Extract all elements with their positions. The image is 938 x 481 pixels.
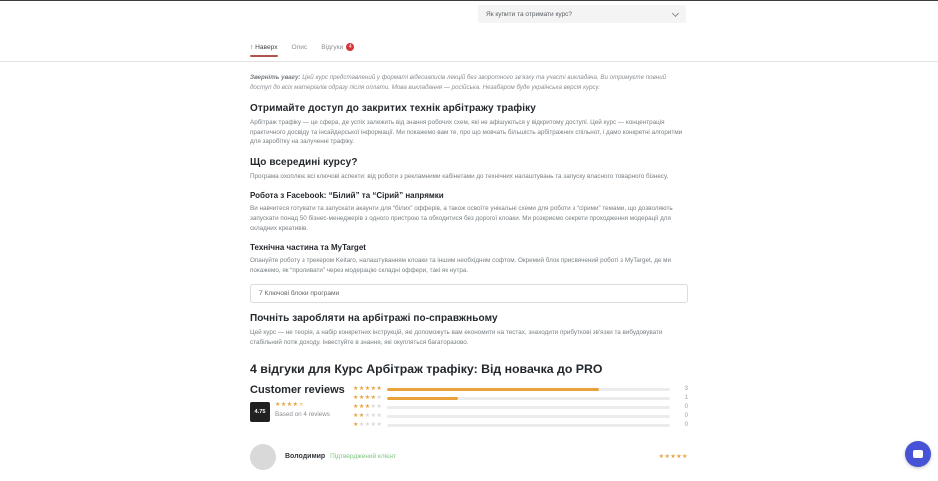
- rating-bar: [387, 415, 670, 418]
- average-rating-value: 4.75: [250, 402, 270, 422]
- tab-label: ↑ Наверх: [250, 43, 278, 51]
- notice-label: Зверніть увагу:: [250, 74, 301, 81]
- tab-bar: [250, 43, 354, 57]
- rating-row-3-star: [353, 403, 688, 412]
- reviews-summary: [250, 384, 688, 430]
- rating-bar-fill: [387, 388, 599, 391]
- section-body-mytarget: Опануйте роботу з трекером Keitaro, налаштуванням клоаки та іншим необхідним софтом. Окремий блок присвячений роботі з MyTarget, де ми покажемо, як “проливати” через модерацію складні оффери, такі як нутра.: [250, 257, 671, 275]
- section-body-facebook: Ви навчитеся готувати та запускати акаунти для “білих” офферів, а також освоїте унікальні схеми для роботи з “сірими” темами, що дозволяють запускати понад 50 бізнес-менеджерів з одного пристрою та обходитися без дорогої клоаки. Ми розкриємо секрети проходження модерації для складних креативів.: [250, 205, 673, 233]
- rating-count: 0: [684, 404, 688, 411]
- rating-bar-fill: [387, 397, 458, 400]
- rating-row-2-star: [353, 412, 688, 421]
- rating-count: 0: [684, 413, 688, 420]
- rating-bar: [387, 406, 670, 409]
- tab-label: Опис: [291, 43, 308, 51]
- three-star-icons: ★★★★★: [353, 403, 383, 410]
- rating-row-4-star: [353, 394, 688, 403]
- rating-row-1-star: [353, 421, 688, 430]
- course-notice: [250, 73, 688, 93]
- chat-widget-button[interactable]: [905, 441, 931, 467]
- program-blocks-label: 7 Ключові блоки програми: [259, 290, 340, 298]
- reviews-heading: 4 відгуки для Курс Арбітраж трафіку: Від новачка до PRO: [250, 361, 603, 376]
- verified-customer-label: Підтверджений клієнт: [330, 453, 396, 461]
- chat-bubble-icon: [913, 450, 923, 458]
- rating-row-5-star: [353, 385, 688, 394]
- section-body-inside: Програма охоплює всі ключові аспекти: від роботи з рекламними кабінетами до технічних налаштувань та запуску власного товарного бізнесу.: [250, 173, 669, 181]
- section-title-facebook: Робота з Facebook: “Білий” та “Сірий” напрямки: [250, 191, 444, 201]
- chevron-down-icon: [672, 9, 679, 16]
- five-star-icons: ★★★★★: [353, 385, 383, 392]
- review-author: Володимир: [285, 453, 326, 461]
- tab-reviews[interactable]: [321, 43, 354, 57]
- rating-count: 1: [684, 395, 688, 402]
- faq-accordion-label: Як купити та отримати курс?: [486, 10, 573, 18]
- reviews-count-badge: 4: [346, 43, 354, 51]
- tab-description[interactable]: [292, 44, 308, 57]
- two-star-icons: ★★★★★: [353, 412, 383, 419]
- program-blocks-accordion[interactable]: [250, 284, 688, 303]
- section-body-access: Арбітраж трафіку — це сфера, де успіх залежить від знання робочих схем, які не афішуються у відкритому доступі. Цей курс — концентрація практичного досвіду та інсайдерської інформації. Ми покажемо вам те, про що мовчать більшість арбітражних спільнот, і дамо конкретні алгоритми для заробітку на залученні трафіку.: [250, 118, 683, 146]
- section-title-mytarget: Технічна частина та MyTarget: [250, 243, 366, 253]
- section-title-access: Отримайте доступ до закритих технік арбітражу трафіку: [250, 102, 536, 114]
- review-item: [250, 444, 688, 470]
- section-title-start-earning: Почніть заробляти на арбітражі по-справжньому: [250, 313, 498, 325]
- tab-back-to-top[interactable]: [250, 44, 278, 57]
- rating-bar: [387, 388, 670, 391]
- four-star-icons: ★★★★★: [353, 394, 383, 401]
- faq-accordion-how-to-buy[interactable]: [478, 5, 686, 23]
- rating-bar: [387, 424, 670, 427]
- tab-label: Відгуки: [321, 43, 344, 51]
- one-star-icons: ★★★★★: [353, 421, 383, 428]
- review-star-rating: ★★★★★: [658, 454, 688, 461]
- rating-bar: [387, 397, 670, 400]
- notice-body: Цей курс представлений у форматі відеозаписів лекцій без зворотного зв'язку та участі викладача. Ви отримуєте повний доступ до всіх матеріалів одразу після оплати. Мова викладання — російська. Незабаром буде українська версія курсу.: [250, 74, 667, 91]
- rating-count: 0: [684, 422, 688, 429]
- rating-distribution: [353, 384, 688, 430]
- based-on-reviews-label: Based on 4 reviews: [275, 411, 330, 419]
- section-body-start-earning: Цей курс — не теорія, а набір конкретних інструкцій, які допоможуть вам економити на тестах, знаходити прибуткові зв'язки та вибудовувати стабільний потік доходу. Інвестуйте в знання, які окупляться багаторазово.: [250, 329, 663, 346]
- avatar: [250, 444, 276, 470]
- rating-count: 3: [684, 386, 688, 393]
- section-title-inside: Що всередині курсу?: [250, 157, 358, 169]
- course-description: [250, 62, 688, 470]
- customer-reviews-title: Customer reviews: [250, 383, 345, 396]
- average-rating-stars: ★★★★★: [275, 401, 305, 408]
